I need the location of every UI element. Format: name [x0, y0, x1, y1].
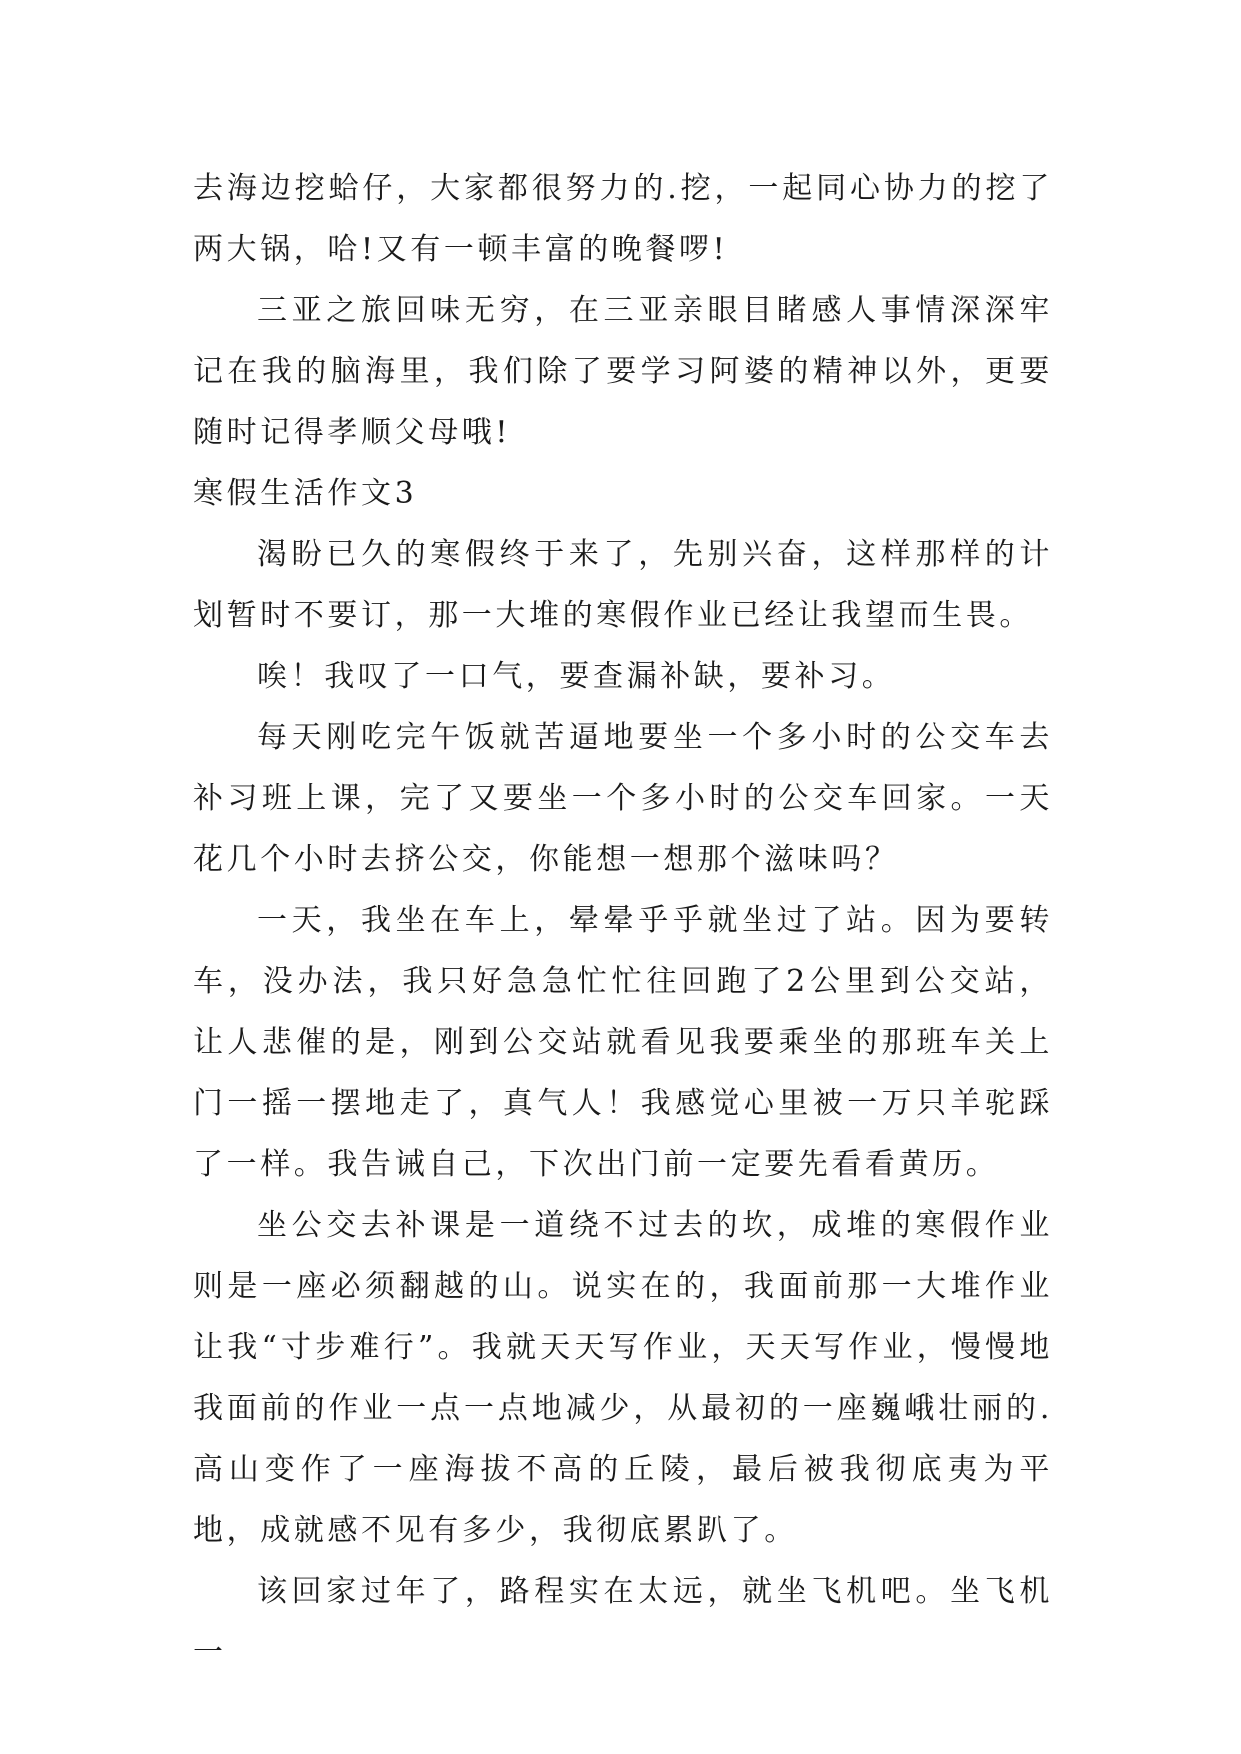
paragraph-4: 唉！我叹了一口气，要查漏补缺，要补习。 [257, 659, 896, 694]
paragraph-6: 一天，我坐在车上，晕晕乎乎就坐过了站。因为要转车，没办法，我只好急急忙忙往回跑了2公里到公交站，让人悲催的是，刚到公交站就看见我要乘坐的那班车关上门一摇一摆地走了，真气人！我感觉心里被一万只羊驼踩了一样。我告诫自己，下次出门前一定要先看看黄历。 [193, 903, 1053, 1182]
paragraph-3: 渴盼已久的寒假终于来了，先别兴奋，这样那样的计划暂时不要订，那一大堆的寒假作业已经让我望而生畏。 [193, 537, 1053, 633]
paragraph-5: 每天刚吃完午饭就苦逼地要坐一个多小时的公交车去补习班上课，完了又要坐一个多小时的公交车回家。一天花几个小时去挤公交，你能想一想那个滋味吗？ [193, 720, 1053, 877]
paragraph-8: 该回家过年了，路程实在太远，就坐飞机吧。坐飞机一 [193, 1574, 1053, 1670]
section-heading: 寒假生活作文3 [193, 476, 418, 511]
document-page [193, 158, 1053, 1683]
paragraph-1: 去海边挖蛤仔，大家都很努力的.挖，一起同心协力的挖了两大锅，哈!又有一顿丰富的晚餐啰! [193, 171, 1053, 267]
paragraph-7: 坐公交去补课是一道绕不过去的坎，成堆的寒假作业则是一座必须翻越的山。说实在的，我面前那一大堆作业让我“寸步难行”。我就天天写作业，天天写作业，慢慢地我面前的作业一点一点地减少，从最初的一座巍峨壮丽的.高山变作了一座海拔不高的丘陵，最后被我彻底夷为平地，成就感不见有多少，我彻底累趴了。 [193, 1208, 1053, 1548]
paragraph-2: 三亚之旅回味无穷，在三亚亲眼目睹感人事情深深牢记在我的脑海里，我们除了要学习阿婆的精神以外，更要随时记得孝顺父母哦! [193, 293, 1053, 450]
